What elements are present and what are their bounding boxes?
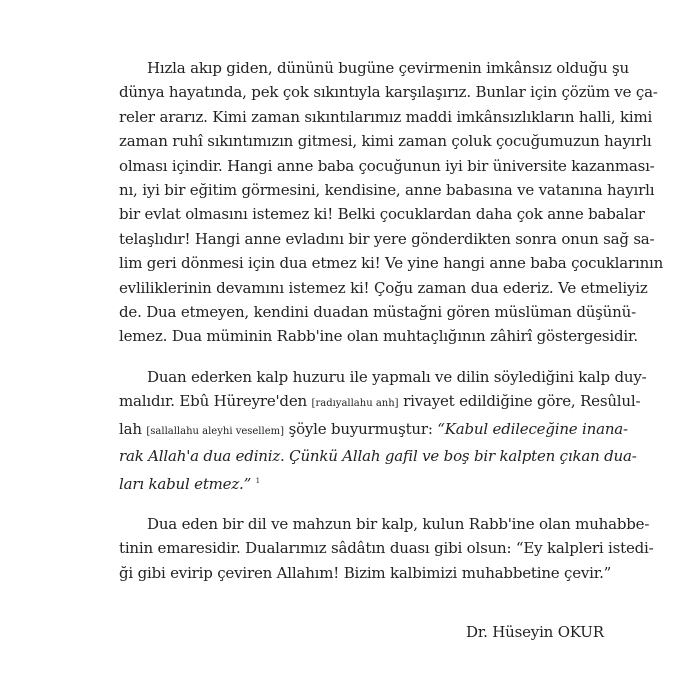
text-line: tinin emaresidir. Dualarımız sâdâtın duası gibi olsun: “Ey kalpleri istedi- (119, 539, 654, 558)
text-segment: malıdır. Ebû Hüreyre'den (119, 392, 312, 411)
paragraph-2 (119, 365, 647, 496)
text-line: ği gibi evirip çeviren Allahım! Bizim kalbimizi muhabbetine çevir.” (119, 563, 612, 582)
text-line: Hızla akıp giden, dününü bugüne çevirmenin imkânsız olduğu şu (147, 59, 629, 77)
text-line: de. Dua etmeyen, kendini duadan müstağni gören müslüman düşünü- (119, 303, 636, 322)
paragraph-gap (119, 349, 582, 365)
paragraph-3 (119, 512, 654, 585)
text-line: nı, iyi bir eğitim görmesini, kendisine, anne babasına ve vatanına hayırlı (119, 181, 655, 200)
text-line (119, 389, 641, 416)
text-line: dünya hayatında, pek çok sıkıntıyla karşılaşırız. Bunlar için çözüm ve ça- (119, 83, 658, 102)
text-line (119, 469, 582, 496)
text-line: lemez. Dua müminin Rabb'ine olan muhtaçlığının zâhirî göstergesidir. (119, 327, 638, 346)
text-line: reler ararız. Kimi zaman sıkıntılarımız maddi imkânsızlıkların halli, kimi (119, 107, 653, 126)
text-segment: lah (119, 419, 147, 438)
text-line: Dua eden bir dil ve mahzun bir kalp, kulun Rabb'ine olan muhabbe- (147, 514, 650, 533)
footnote-marker: 1 (255, 476, 260, 485)
paragraph-gap (119, 496, 582, 512)
honorific-note: [sallallahu aleyhi vesellem] (146, 425, 285, 437)
text-segment: şöyle buyurmuştur: (284, 419, 438, 438)
text-line (119, 417, 628, 444)
hadith-quote-line: rak Allah'a dua ediniz. Çünkü Allah gafil ve boş bir kalpten çıkan dua- (119, 447, 637, 466)
text-line: bir evlat olmasını istemez ki! Belki çocuklardan daha çok anne babalar (119, 205, 645, 224)
text-segment: rivayet edildiğine göre, Resûlul- (398, 392, 641, 411)
text-line: olması içindir. Hangi anne baba çocuğunun iyi bir üniversite kazanması- (119, 156, 655, 175)
hadith-quote: “Kabul edileceğine inana- (437, 419, 628, 438)
text-line: zaman ruhî sıkıntımızın gitmesi, kimi zaman çoluk çocuğumuzun hayırlı (119, 132, 652, 151)
text-line: evliliklerinin devamını istemez ki! Çoğu zaman dua ederiz. Ve etmeliyiz (119, 278, 648, 297)
hadith-quote: ları kabul etmez.” (119, 474, 252, 493)
paragraph-1 (119, 56, 664, 349)
author-signature: Dr. Hüseyin OKUR (466, 623, 604, 641)
text-line: Duan ederken kalp huzuru ile yapmalı ve dilin söylediğini kalp duy- (147, 367, 647, 386)
text-line: telaşlıdır! Hangi anne evladını bir yere gönderdikten sonra onun sağ sa- (119, 229, 655, 248)
honorific-note: [radıyallahu anh] (311, 398, 399, 410)
page-body (119, 56, 664, 585)
text-line: lim geri dönmesi için dua etmez ki! Ve yine hangi anne baba çocuklarının (119, 254, 664, 273)
